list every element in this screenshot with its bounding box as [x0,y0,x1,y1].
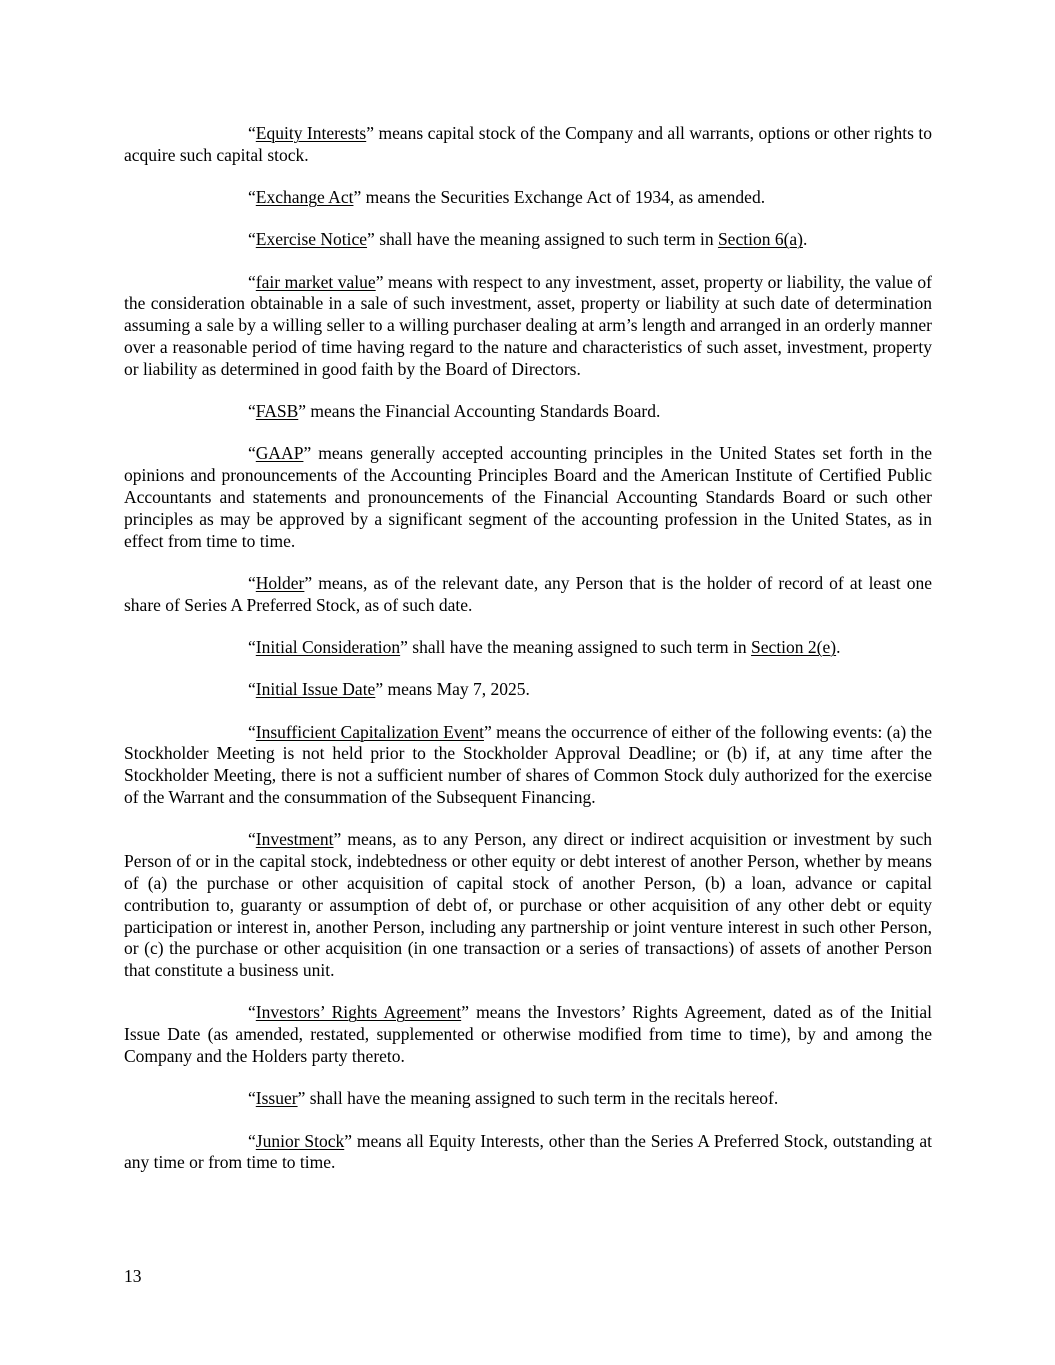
defined-term: Investors’ Rights Agreement [255,1002,462,1023]
definition-holder: “Holder” means, as of the relevant date, any Person that is the holder of record of at least one share of Series A Preferred Stock, as of such date. [124,572,932,615]
definition-initial-issue-date: “Initial Issue Date” means May 7, 2025. [248,679,530,700]
defined-term: Exchange Act [255,187,354,208]
definition-insufficient-capitalization-event: “Insufficient Capitalization Event” means the occurrence of either of the following events: (a) the Stockholder Meeting is not held prior to the Stockholder Approval Deadline; or (b) if, at any time after the Stockholder Meeting, there is not a sufficient number of shares of Common Stock duly authorized for the exercise of the Warrant and the consummation of the Subsequent Financing. [124,721,932,808]
defined-term: Equity Interests [255,123,367,143]
definition-investors-rights-agreement: “Investors’ Rights Agreement” means the Investors’ Rights Agreement, dated as of the Initial Issue Date (as amended, restated, supplemented or otherwise modified from time to time), by and among the Company and the Holders party thereto. [124,1002,932,1066]
definition-equity-interests: “Equity Interests” means capital stock of the Company and all warrants, options or other rights to acquire such capital stock. [124,123,932,165]
defined-term: GAAP [255,443,304,464]
defined-term: Junior Stock [255,1130,345,1151]
defined-term: Exercise Notice [255,229,368,250]
definition-exchange-act: “Exchange Act” means the Securities Exchange Act of 1934, as amended. [248,187,766,208]
definition-initial-consideration: “Initial Consideration” shall have the meaning assigned to such term in Section 2(e). [248,637,841,658]
definition-exercise-notice: “Exercise Notice” shall have the meaning assigned to such term in Section 6(a). [248,229,808,250]
defined-term: Initial Issue Date [255,679,376,700]
definition-gaap: “GAAP” means generally accepted accounting principles in the United States set forth in the opinions and pronouncements of the Accounting Principles Board and the American Institute of Certified Public Accountants and statements and pronouncements of the Financial Accounting Standards Board or such other principles as may be approved by a significant segment of the accounting profession in the United States, as in effect from time to time. [124,443,932,551]
definition-fair-market-value: “fair market value” means with respect to any investment, asset, property or liability, the value of the consideration obtainable in a sale of such investment, asset, property or liability at such date of determination assuming a sale by a willing seller to a willing purchaser dealing at arm’s length and arranged in an orderly manner over a reasonable period of time having regard to the nature and characteristics of such asset, investment, property or liability as determined in good faith by the Board of Directors. [124,271,932,379]
defined-term: Initial Consideration [255,637,401,658]
defined-term: Investment [255,829,334,850]
defined-term: Insufficient Capitalization Event [255,721,484,742]
defined-term: FASB [255,401,299,422]
section-reference: Section 2(e) [751,637,837,658]
document-page [124,123,932,1195]
section-reference: Section 6(a) [717,229,803,250]
defined-term: Issuer [255,1088,298,1109]
definition-junior-stock: “Junior Stock” means all Equity Interests, other than the Series A Preferred Stock, outstanding at any time or from time to time. [124,1130,932,1173]
defined-term: fair market value [255,271,376,292]
page-number: 13 [124,1266,142,1286]
definition-investment: “Investment” means, as to any Person, any direct or indirect acquisition or investment by such Person of or in the capital stock, indebtedness or other equity or debt interest of another Person, whether by means of (a) the purchase or other acquisition of capital stock of another Person, (b) a loan, advance or capital contribution to, guaranty or assumption of debt of, or purchase or other acquisition of any other debt or equity participation or interest in, another Person, including any partnership or joint venture interest in such other Person, or (c) the purchase or other acquisition (in one transaction or a series of transactions) of assets of another Person that constitute a business unit. [124,829,932,981]
definition-issuer: “Issuer” shall have the meaning assigned to such term in the recitals hereof. [248,1088,779,1109]
definition-fasb: “FASB” means the Financial Accounting Standards Board. [248,401,661,422]
defined-term: Holder [255,572,305,593]
